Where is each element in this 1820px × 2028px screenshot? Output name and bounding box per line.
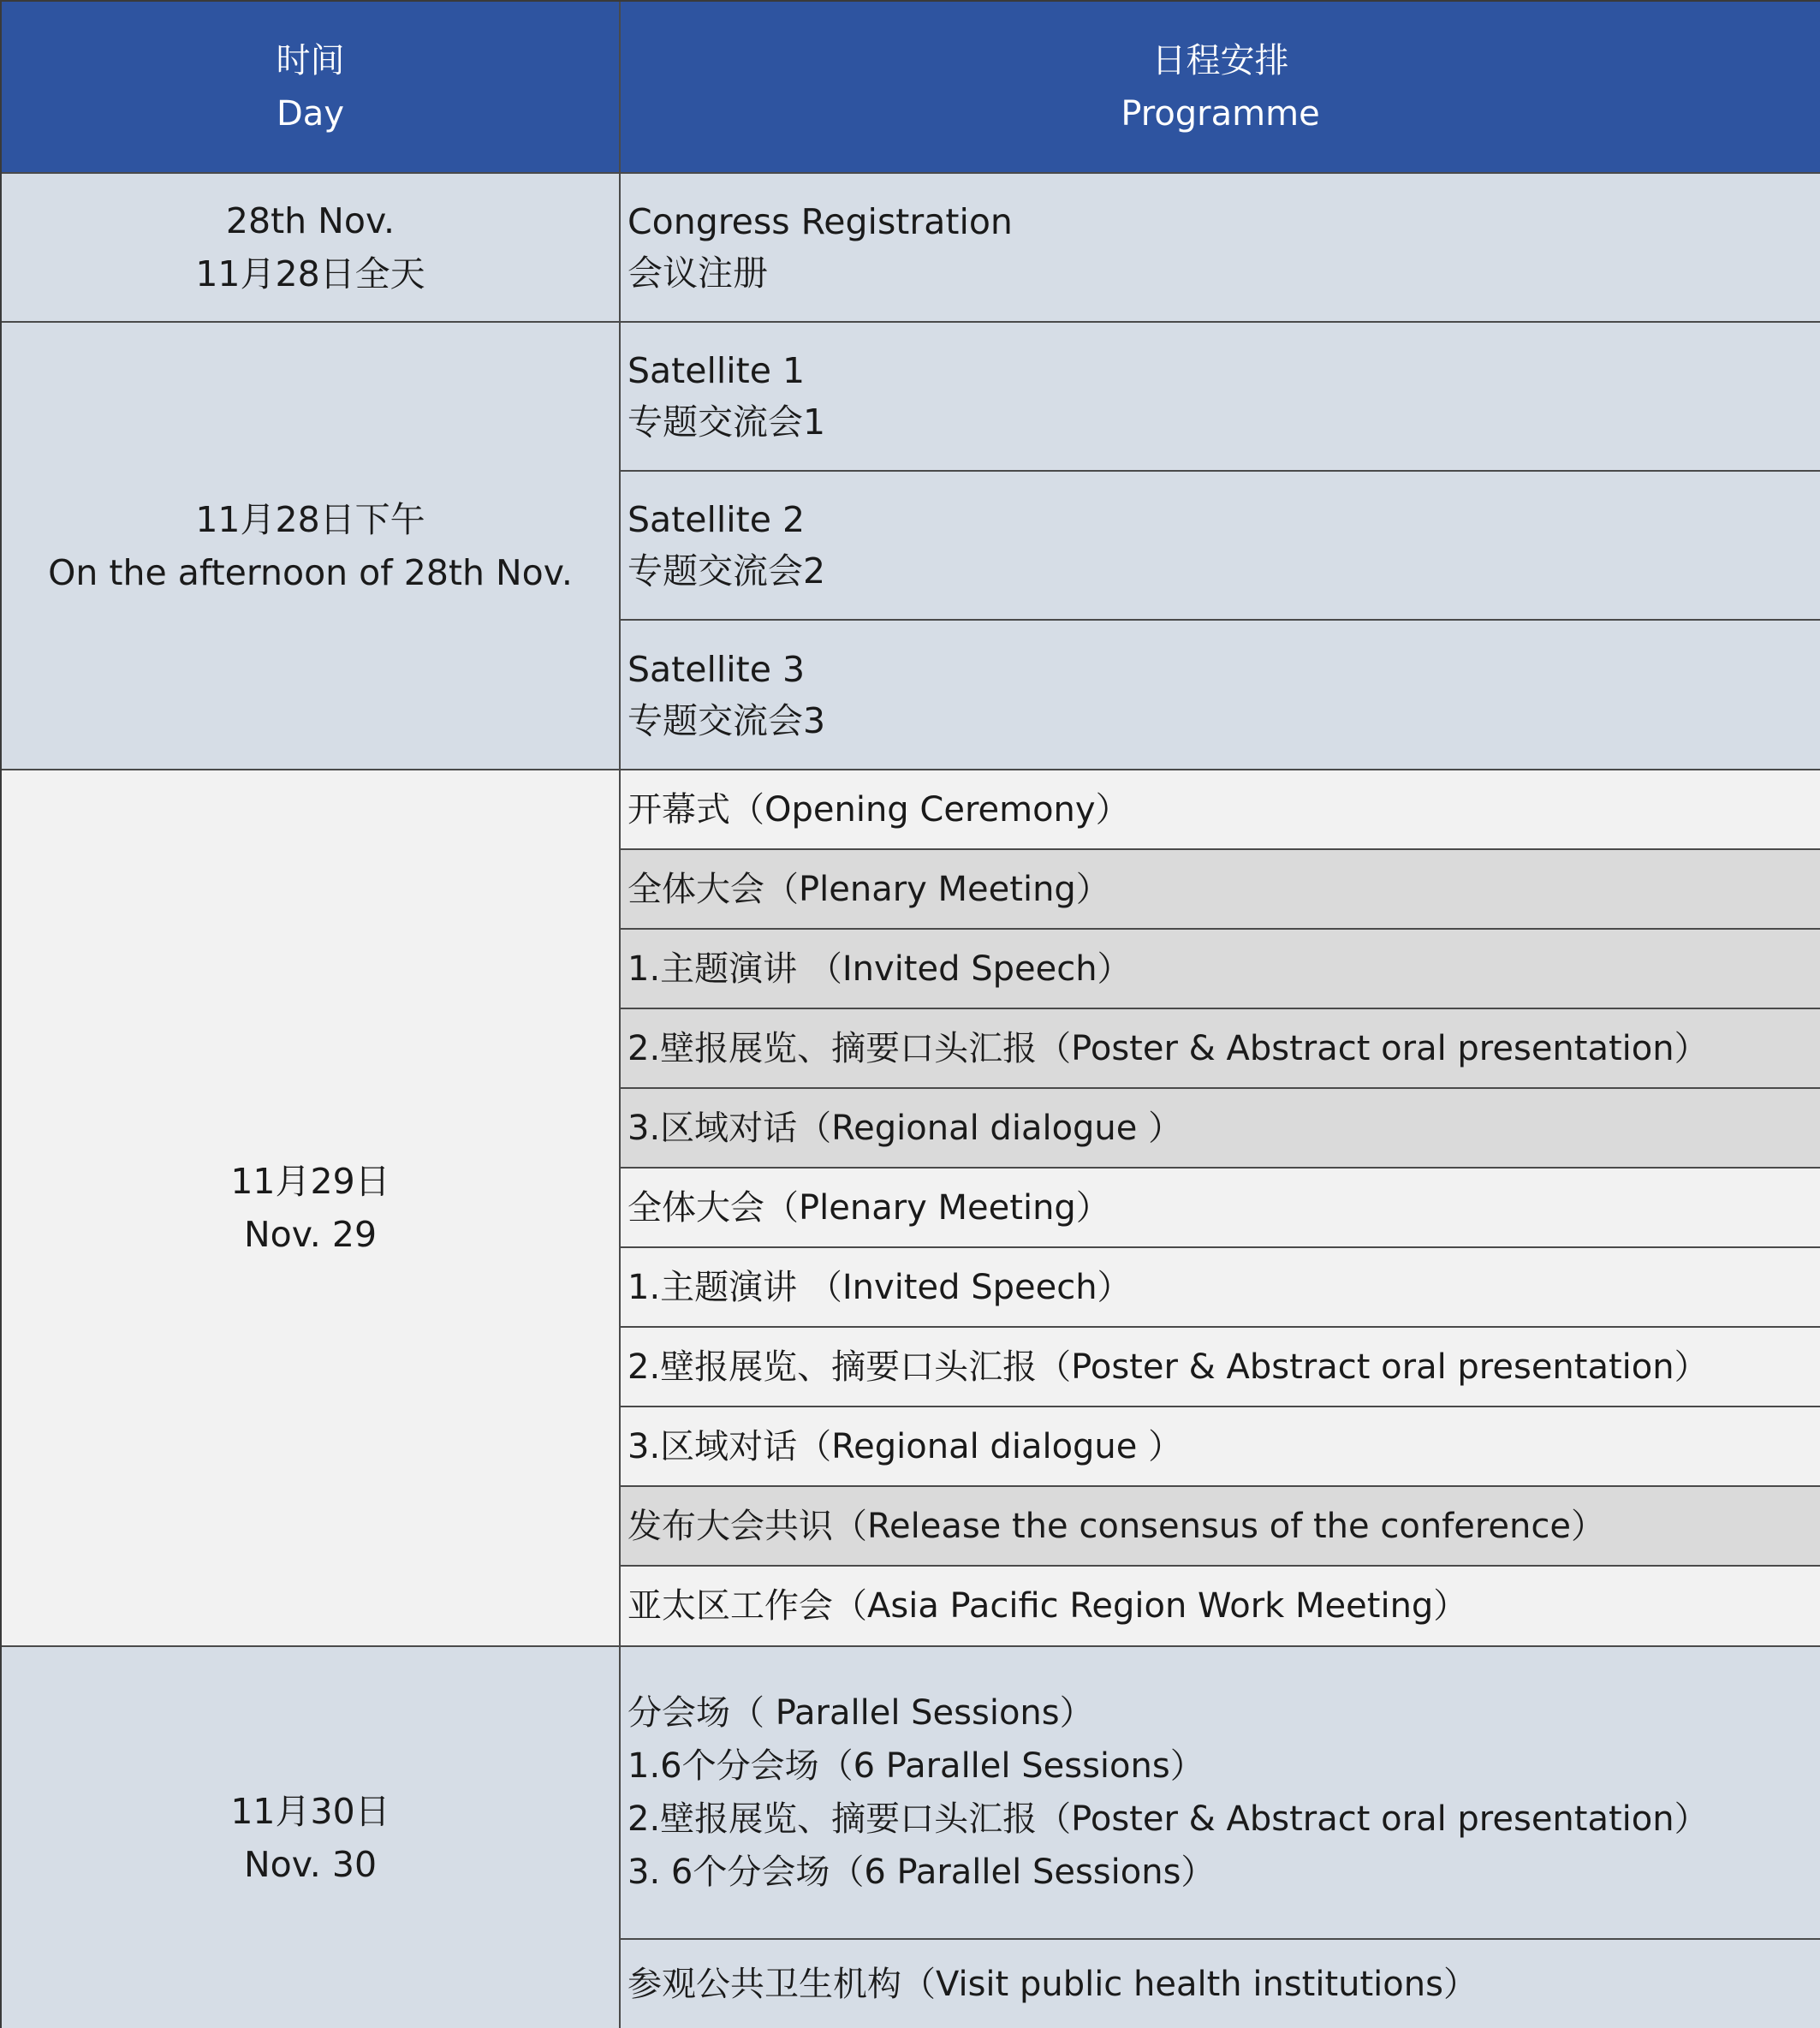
programme-item	[621, 1248, 1820, 1328]
header-day-en: Day	[277, 93, 344, 134]
day-en: 28th Nov.	[225, 200, 396, 241]
programme-item	[621, 1567, 1820, 1647]
programme-item-text: 亚太区工作会（Asia Pacific Region Work Meeting）	[627, 1586, 1468, 1626]
programme-item	[621, 1328, 1820, 1407]
header-programme-zh: 日程安排	[1151, 40, 1289, 80]
header-programme-en: Programme	[1121, 93, 1320, 134]
day-zh: 11月28日下午	[195, 498, 425, 540]
day-cell-28-all	[2, 174, 621, 323]
satellite-zh: 专题交流会2	[627, 550, 826, 592]
programme-item-text: 2.壁报展览、摘要口头汇报（Poster & Abstract oral presentation）	[627, 1028, 1709, 1068]
header-programme-cell	[621, 2, 1820, 174]
satellite-cell-3	[621, 621, 1820, 770]
programme-cell-registration	[621, 174, 1820, 323]
satellite-en: Satellite 2	[627, 499, 806, 540]
programme-item-text: 1.主题演讲 （Invited Speech）	[627, 1267, 1132, 1307]
programme-item-text: 1.主题演讲 （Invited Speech）	[627, 949, 1132, 989]
day-en: Nov. 30	[243, 1843, 378, 1885]
programme-item-text: 开幕式（Opening Ceremony）	[627, 789, 1130, 830]
programme-item-text: 全体大会（Plenary Meeting）	[627, 869, 1110, 909]
parallel-sessions-cell	[621, 1647, 1820, 1940]
day-zh: 11月28日全天	[195, 253, 425, 294]
header-day-zh: 时间	[276, 40, 345, 80]
day-cell-29	[2, 770, 621, 1647]
day-cell-30	[2, 1647, 621, 2028]
programme-item-text: 3.区域对话（Regional dialogue ）	[627, 1108, 1183, 1148]
day-en: Nov. 29	[243, 1214, 378, 1255]
header-day-cell	[2, 2, 621, 174]
satellite-zh: 专题交流会3	[627, 699, 826, 741]
satellite-zh: 专题交流会1	[627, 401, 826, 443]
programme-item	[621, 1009, 1820, 1089]
session-line: 1.6个分会场（6 Parallel Sessions）	[627, 1746, 1204, 1786]
session-line: 2.壁报展览、摘要口头汇报（Poster & Abstract oral presentation）	[627, 1799, 1709, 1839]
programme-en: Congress Registration	[627, 201, 1013, 242]
programme-item	[621, 930, 1820, 1009]
programme-item	[621, 850, 1820, 930]
day-zh: 11月30日	[230, 1790, 390, 1832]
programme-item-text: 3.区域对话（Regional dialogue ）	[627, 1426, 1183, 1466]
programme-item	[621, 770, 1820, 850]
day-cell-28-afternoon	[2, 323, 621, 770]
programme-item-text: 全体大会（Plenary Meeting）	[627, 1187, 1110, 1228]
session-line: 分会场（ Parallel Sessions）	[627, 1693, 1094, 1733]
programme-zh: 会议注册	[627, 253, 768, 294]
programme-item	[621, 1487, 1820, 1567]
satellite-cell-1	[621, 323, 1820, 472]
satellite-cell-2	[621, 472, 1820, 621]
programme-item	[621, 1169, 1820, 1248]
programme-item	[621, 1407, 1820, 1487]
programme-item-text: 2.壁报展览、摘要口头汇报（Poster & Abstract oral presentation）	[627, 1347, 1709, 1387]
day-en: On the afternoon of 28th Nov.	[48, 551, 573, 593]
programme-item-text: 发布大会共识（Release the consensus of the conference）	[627, 1506, 1605, 1546]
visit-institutions-cell	[621, 1940, 1820, 2028]
satellite-en: Satellite 1	[627, 350, 806, 391]
satellite-en: Satellite 3	[627, 648, 806, 690]
programme-item	[621, 1089, 1820, 1169]
session-line: 3. 6个分会场（6 Parallel Sessions）	[627, 1853, 1216, 1892]
day-zh: 11月29日	[230, 1161, 390, 1202]
visit-text: 参观公共卫生机构（Visit public health institutions）	[627, 1964, 1478, 2004]
